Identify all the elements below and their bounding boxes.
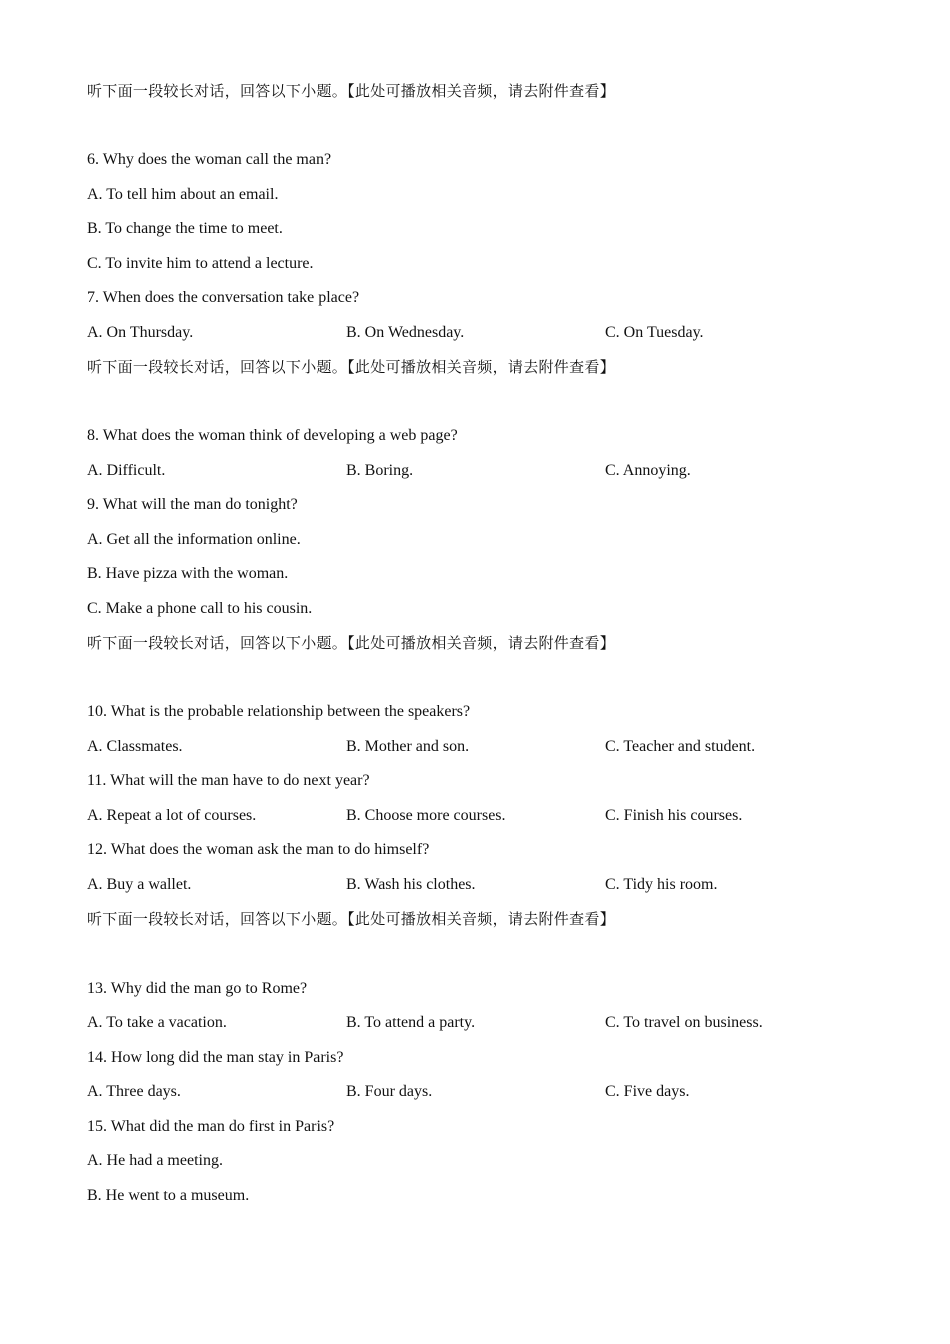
option-6c: C. To invite him to attend a lecture. [87,255,314,272]
option-9b: B. Have pizza with the woman. [87,565,289,582]
instruction-2: 听下面一段较长对话，回答以下小题。【此处可播放相关音频，请去附件查看】 [87,358,616,376]
question-14: 14. How long did the man stay in Paris? [87,1049,344,1066]
option-11a: A. Repeat a lot of courses. [87,807,257,824]
option-9c: C. Make a phone call to his cousin. [87,600,313,617]
option-8c: C. Annoying. [605,462,691,479]
option-6a: A. To tell him about an email. [87,186,279,203]
option-10c: C. Teacher and student. [605,738,756,755]
instruction-3: 听下面一段较长对话，回答以下小题。【此处可播放相关音频，请去附件查看】 [87,634,616,652]
option-10a: A. Classmates. [87,738,183,755]
instruction-1: 听下面一段较长对话，回答以下小题。【此处可播放相关音频，请去附件查看】 [87,82,616,100]
option-15a: A. He had a meeting. [87,1152,223,1169]
option-7a: A. On Thursday. [87,324,194,341]
option-14a: A. Three days. [87,1083,181,1100]
question-9: 9. What will the man do tonight? [87,496,298,513]
question-10: 10. What is the probable relationship between the speakers? [87,703,471,720]
option-14c: C. Five days. [605,1083,690,1100]
option-6b: B. To change the time to meet. [87,220,283,237]
option-9a: A. Get all the information online. [87,531,301,548]
question-12: 12. What does the woman ask the man to do himself? [87,841,430,858]
option-8a: A. Difficult. [87,462,166,479]
option-8b: B. Boring. [346,462,414,479]
option-12a: A. Buy a wallet. [87,876,192,893]
question-7: 7. When does the conversation take place? [87,289,360,306]
option-13c: C. To travel on business. [605,1014,763,1031]
question-6: 6. Why does the woman call the man? [87,151,332,168]
option-14b: B. Four days. [346,1083,433,1100]
option-12c: C. Tidy his room. [605,876,718,893]
question-8: 8. What does the woman think of developing a web page? [87,427,458,444]
option-11c: C. Finish his courses. [605,807,743,824]
option-15b: B. He went to a museum. [87,1187,250,1204]
option-13b: B. To attend a party. [346,1014,476,1031]
question-11: 11. What will the man have to do next year? [87,772,370,789]
instruction-4: 听下面一段较长对话，回答以下小题。【此处可播放相关音频，请去附件查看】 [87,910,616,928]
option-13a: A. To take a vacation. [87,1014,227,1031]
option-10b: B. Mother and son. [346,738,470,755]
option-7c: C. On Tuesday. [605,324,704,341]
question-15: 15. What did the man do first in Paris? [87,1118,335,1135]
option-7b: B. On Wednesday. [346,324,465,341]
option-12b: B. Wash his clothes. [346,876,476,893]
question-13: 13. Why did the man go to Rome? [87,980,308,997]
option-11b: B. Choose more courses. [346,807,506,824]
